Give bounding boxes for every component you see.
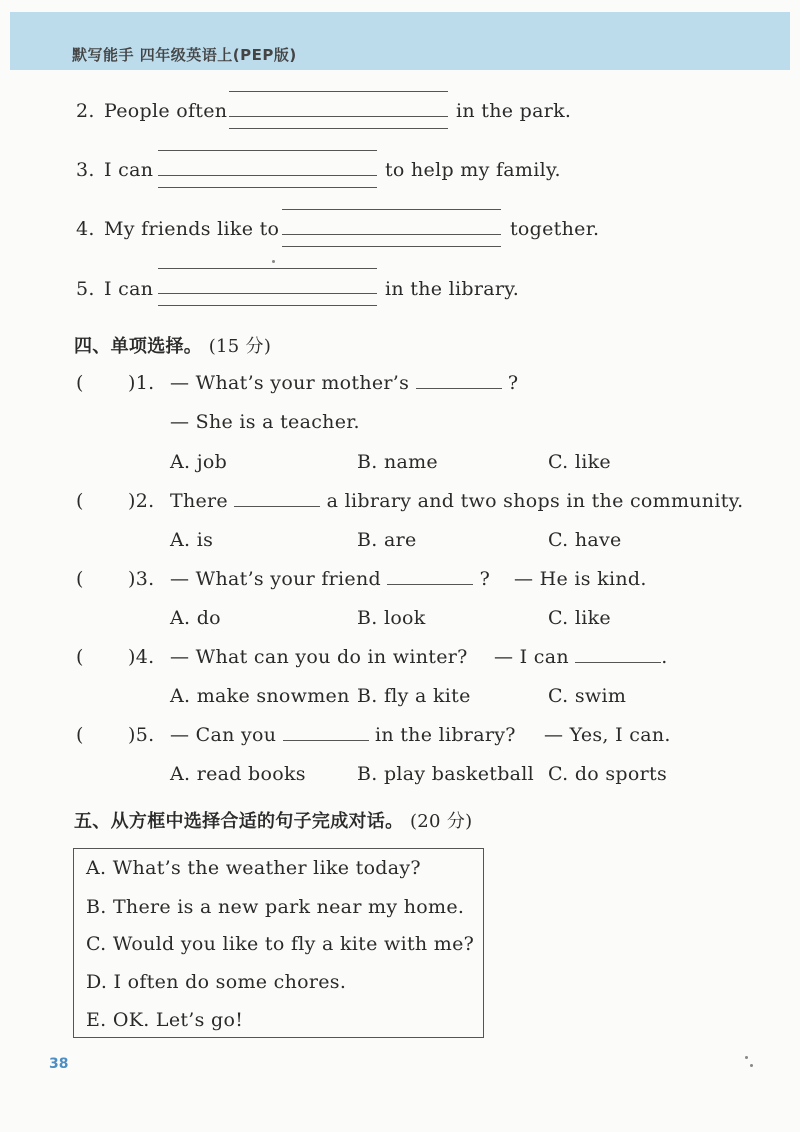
answer-paren-open[interactable]: (: [76, 372, 84, 394]
item-text-before: My friends like to: [104, 218, 280, 240]
item-text-after: in the library.: [385, 278, 520, 300]
option-b[interactable]: B. are: [357, 529, 417, 551]
item-text-after: together.: [510, 218, 600, 240]
sentence-box: [73, 848, 484, 1038]
question-number: )1.: [128, 372, 155, 394]
writing-line: [229, 128, 448, 129]
writing-line: [158, 150, 377, 151]
question-text: — What’s your mother’s ?: [170, 372, 519, 394]
item-number: 5.: [76, 278, 95, 300]
item-text-before: I can: [104, 278, 154, 300]
item-number: 2.: [76, 100, 95, 122]
scan-speck: [745, 1056, 748, 1059]
header-title: 默写能手 四年级英语上(PEP版): [72, 46, 297, 64]
question-text: — What’s your friend ?: [170, 568, 491, 590]
section-heading: [74, 332, 271, 358]
question-text: There a library and two shops in the community.: [170, 490, 744, 512]
answer-blank[interactable]: [387, 568, 473, 585]
section-heading-text: 四、单项选择。: [74, 336, 203, 357]
question-reply: — Yes, I can.: [544, 724, 671, 746]
question-number: )4.: [128, 646, 155, 668]
writing-line: [282, 209, 501, 210]
item-text-after: in the park.: [456, 100, 572, 122]
option-c[interactable]: C. do sports: [548, 763, 668, 785]
option-a[interactable]: A. job: [170, 451, 228, 473]
question-number: )2.: [128, 490, 155, 512]
question-reply: — He is kind.: [514, 568, 647, 590]
option-b[interactable]: B. fly a kite: [357, 685, 471, 707]
section-heading: [74, 807, 472, 833]
answer-paren-open[interactable]: (: [76, 724, 84, 746]
answer-blank[interactable]: [575, 646, 661, 663]
option-a[interactable]: A. is: [170, 529, 214, 551]
item-text-before: People often: [104, 100, 228, 122]
writing-line[interactable]: [158, 175, 377, 176]
section-heading-text: 五、从方框中选择合适的句子完成对话。: [74, 811, 404, 832]
option-c[interactable]: C. have: [548, 529, 622, 551]
answer-blank[interactable]: [283, 724, 369, 741]
question-number: )5.: [128, 724, 155, 746]
box-sentence-b: B. There is a new park near my home.: [86, 896, 465, 918]
section-points: (15 分): [208, 336, 272, 357]
box-sentence-e: E. OK. Let’s go!: [86, 1009, 244, 1031]
box-sentence-d: D. I often do some chores.: [86, 971, 347, 993]
question-number: )3.: [128, 568, 155, 590]
page-number: 38: [49, 1056, 69, 1072]
question-text: — What can you do in winter?: [170, 646, 468, 668]
option-a[interactable]: A. read books: [170, 763, 306, 785]
writing-line[interactable]: [229, 116, 448, 117]
question-reply: — She is a teacher.: [170, 411, 360, 433]
option-b[interactable]: B. look: [357, 607, 426, 629]
item-number: 4.: [76, 218, 95, 240]
option-b[interactable]: B. name: [357, 451, 438, 473]
writing-line: [229, 91, 448, 92]
writing-line: [158, 268, 377, 269]
option-a[interactable]: A. make snowmen: [170, 685, 350, 707]
scan-speck: [750, 1064, 753, 1067]
section-points: (20 分): [409, 811, 473, 832]
writing-line: [282, 246, 501, 247]
option-a[interactable]: A. do: [170, 607, 221, 629]
scan-speck: [272, 260, 275, 263]
option-c[interactable]: C. like: [548, 607, 611, 629]
box-sentence-a: A. What’s the weather like today?: [86, 857, 421, 879]
question-reply: — I can .: [494, 646, 668, 668]
writing-line: [158, 305, 377, 306]
writing-line[interactable]: [158, 293, 377, 294]
answer-paren-open[interactable]: (: [76, 568, 84, 590]
box-sentence-c: C. Would you like to fly a kite with me?: [86, 933, 475, 955]
answer-blank[interactable]: [416, 372, 502, 389]
item-text-before: I can: [104, 159, 154, 181]
answer-paren-open[interactable]: (: [76, 490, 84, 512]
answer-paren-open[interactable]: (: [76, 646, 84, 668]
item-text-after: to help my family.: [385, 159, 561, 181]
writing-line[interactable]: [282, 234, 501, 235]
option-c[interactable]: C. swim: [548, 685, 627, 707]
answer-blank[interactable]: [234, 490, 320, 507]
question-text: — Can you in the library?: [170, 724, 516, 746]
option-b[interactable]: B. play basketball: [357, 763, 535, 785]
option-c[interactable]: C. like: [548, 451, 611, 473]
item-number: 3.: [76, 159, 95, 181]
writing-line: [158, 187, 377, 188]
